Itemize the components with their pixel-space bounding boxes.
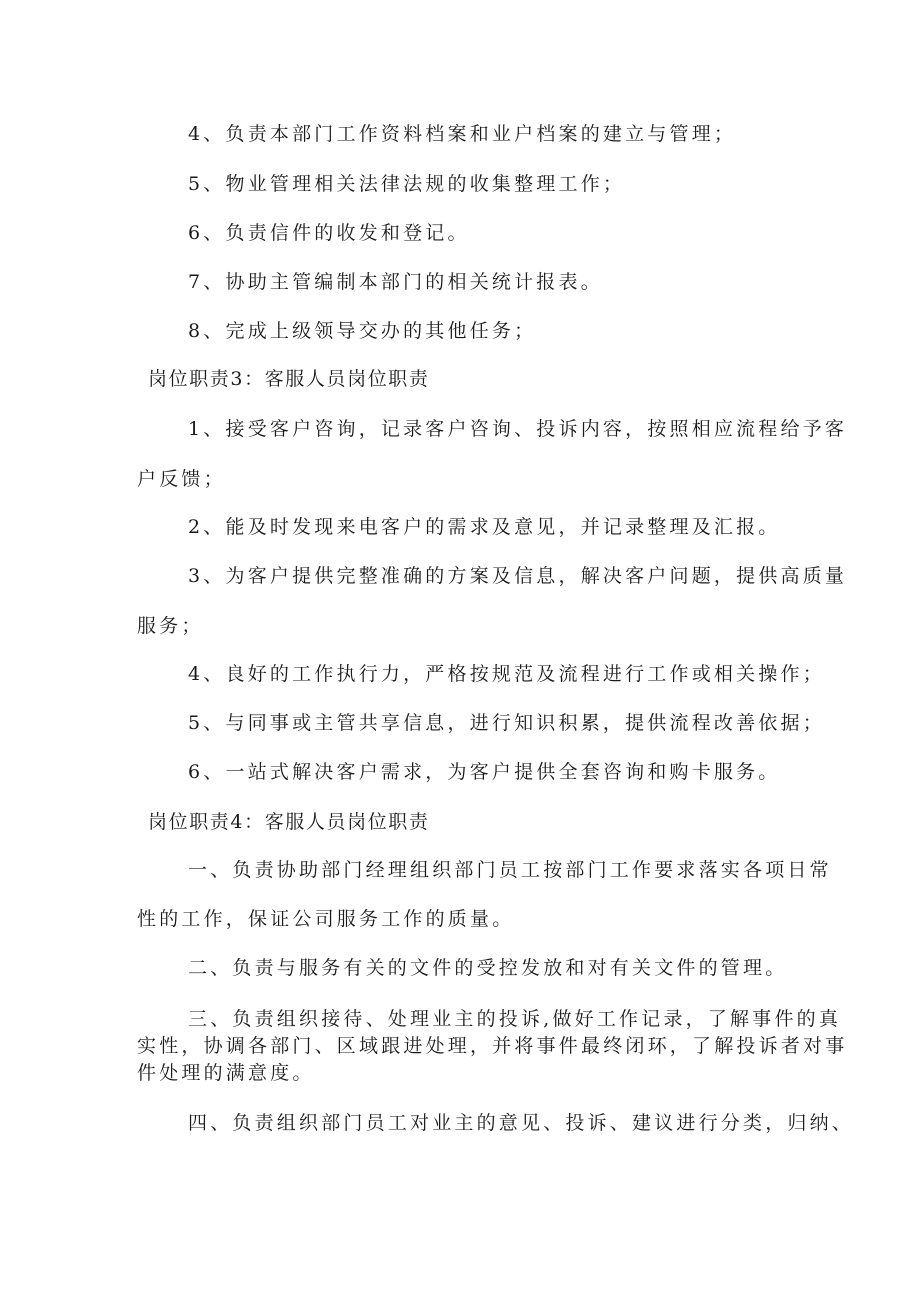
section3-item-5: 5、与同事或主管共享信息，进行知识积累，提供流程改善依据； [188,712,825,734]
section3-item-2: 2、能及时发现来电客户的需求及意见，并记录整理及汇报。 [188,516,781,538]
section3-item-3-line-1: 3、为客户提供完整准确的方案及信息，解决客户问题，提供高质量 [188,565,848,587]
section2-item-4: 4、负责本部门工作资料档案和业户档案的建立与管理； [188,123,737,145]
section4-heading: 岗位职责4：客服人员岗位职责 [148,811,430,833]
section2-item-8: 8、完成上级领导交办的其他任务； [188,320,537,342]
section2-item-7: 7、协助主管编制本部门的相关统计报表。 [188,271,603,293]
section3-item-6: 6、一站式解决客户需求，为客户提供全套咨询和购卡服务。 [188,761,781,783]
section4-item-2: 二、负责与服务有关的文件的受控发放和对有关文件的管理。 [188,957,788,979]
section4-item-3-line-2: 实性，协调各部门、区域跟进处理，并将事件最终闭环，了解投诉者对事 [137,1035,848,1057]
section4-item-1-line-2: 性的工作，保证公司服务工作的质量。 [137,908,515,930]
section3-heading: 岗位职责3：客服人员岗位职责 [148,368,430,390]
section4-item-3-line-3: 件处理的满意度。 [137,1062,315,1084]
section2-item-5: 5、物业管理相关法律法规的收集整理工作； [188,173,626,195]
section2-item-6: 6、负责信件的收发和登记。 [188,222,470,244]
section3-item-1-line-1: 1、接受客户咨询，记录客户咨询、投诉内容，按照相应流程给予客 [188,418,848,440]
section3-item-1-line-2: 户反馈； [137,468,226,490]
section4-item-4-line-1: 四、负责组织部门员工对业主的意见、投诉、建议进行分类，归纳、 [188,1112,855,1134]
section3-item-3-line-2: 服务； [137,615,204,637]
section3-item-4: 4、良好的工作执行力，严格按规范及流程进行工作或相关操作； [188,663,825,685]
section4-item-1-line-1: 一、负责协助部门经理组织部门员工按部门工作要求落实各项日常 [188,859,832,881]
section4-item-3-line-1: 三、负责组织接待、处理业主的投诉,做好工作记录，了解事件的真 [188,1008,842,1030]
